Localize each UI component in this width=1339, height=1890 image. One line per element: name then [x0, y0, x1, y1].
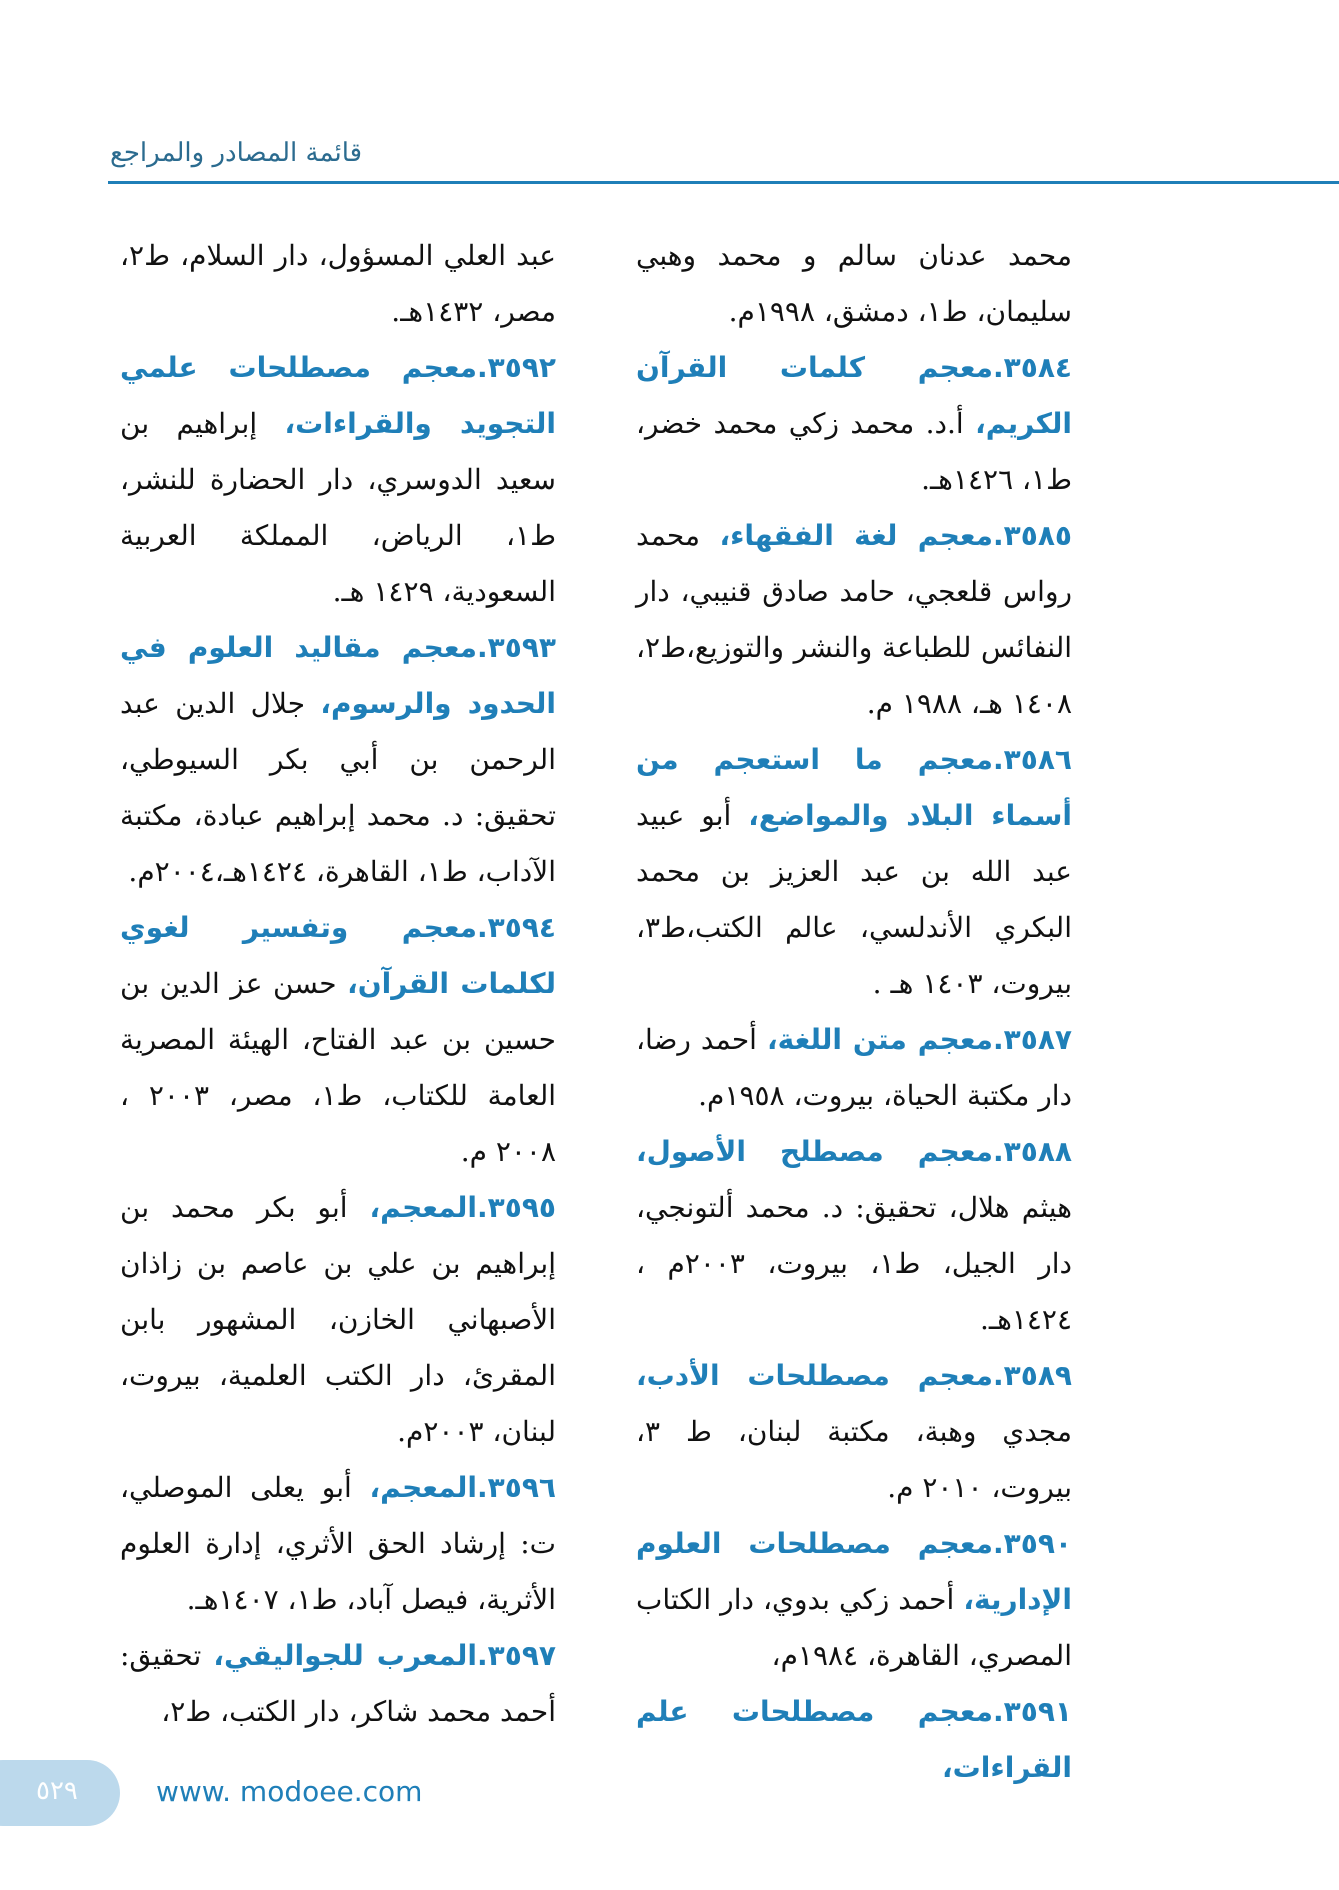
entry-title: معجم مقاليد العلوم في الحدود والرسوم،: [120, 631, 557, 720]
entry-title: المعجم،: [369, 1471, 477, 1504]
header-rule: [108, 181, 1339, 184]
reference-entry: [636, 1684, 1072, 1796]
reference-entry: [636, 1348, 1072, 1516]
entry-number: ٣٥٩٢.: [477, 351, 556, 384]
entry-details: أ.د. محمد زكي محمد خضر، ط١، ١٤٢٦هـ.: [636, 407, 1072, 496]
reference-entry: [636, 340, 1072, 508]
entry-number: ٣٥٩٥.: [477, 1191, 556, 1224]
reference-entry: [636, 732, 1072, 1012]
entry-details: جلال الدين عبد الرحمن بن أبي بكر السيوطي، تحقيق: د. محمد إبراهيم عبادة، مكتبة الآداب، ط١، القاهرة، ١٤٢٤هـ،٢٠٠٤م.: [120, 687, 556, 888]
entry-title: معجم كلمات القرآن الكريم،: [636, 351, 1072, 440]
entry-details: أحمد رضا، دار مكتبة الحياة، بيروت، ١٩٥٨م.: [636, 1023, 1072, 1112]
entry-number: ٣٥٨٥.: [993, 519, 1073, 552]
entry-number: ٣٥٩٦.: [477, 1471, 556, 1504]
entry-details: حسن عز الدين بن حسين بن عبد الفتاح، الهيئة المصرية العامة للكتاب، ط١، مصر، ٢٠٠٣ ، ٢٠٠٨ م.: [120, 967, 557, 1168]
entry-details: أبو يعلى الموصلي، ت: إرشاد الحق الأثري، إدارة العلوم الأثرية، فيصل آباد، ط١، ١٤٠٧هـ.: [120, 1471, 556, 1616]
left-column: [120, 228, 556, 1740]
entry-details: محمد عدنان سالم و محمد وهبي سليمان، ط١، دمشق، ١٩٩٨م.: [636, 239, 1072, 328]
entry-details: إبراهيم بن سعيد الدوسري، دار الحضارة للنشر، ط١، الرياض، المملكة العربية السعودية، ١٤٢٩ هـ.: [120, 407, 556, 608]
entry-details: أبو عبيد عبد الله بن عبد العزيز بن محمد البكري الأندلسي، عالم الكتب،ط٣، بيروت، ١٤٠٣ هـ .: [636, 799, 1072, 1000]
entry-title: معجم مصطلحات العلوم الإدارية،: [636, 1527, 1072, 1616]
reference-entry: [636, 1012, 1072, 1124]
reference-entry: [120, 340, 556, 620]
entry-title: معجم وتفسير لغوي لكلمات القرآن،: [120, 911, 556, 1000]
entry-details: عبد العلي المسؤول، دار السلام، ط٢، مصر، ١٤٣٢هـ.: [120, 239, 556, 328]
entry-details: أحمد زكي بدوي، دار الكتاب المصري، القاهرة، ١٩٨٤م،: [636, 1583, 1072, 1672]
entry-details: مجدي وهبة، مكتبة لبنان، ط ٣، بيروت، ٢٠١٠ م.: [636, 1415, 1072, 1504]
page-number: ٥٢٩: [36, 1776, 78, 1806]
entry-number: ٣٥٩٣.: [477, 631, 556, 664]
entry-title: المعجم،: [369, 1191, 477, 1224]
reference-entry: [636, 228, 1072, 340]
reference-entry: [120, 620, 556, 900]
entry-details: هيثم هلال، تحقيق: د. محمد ألتونجي، دار الجيل، ط١، بيروت، ٢٠٠٣م ، ١٤٢٤هـ.: [636, 1191, 1073, 1336]
entry-number: ٣٥٩٧.: [477, 1639, 556, 1672]
entry-number: ٣٥٨٨.: [993, 1135, 1072, 1168]
entry-title: معجم ما استعجم من أسماء البلاد والمواضع،: [636, 743, 1072, 832]
running-header-title: قائمة المصادر والمراجع: [110, 138, 363, 168]
reference-entry: [636, 508, 1072, 732]
entry-details: أبو بكر محمد بن إبراهيم بن علي بن عاصم بن زاذان الأصبهاني الخازن، المشهور بابن المقرئ، دار الكتب العلمية، بيروت، لبنان، ٢٠٠٣م.: [120, 1191, 556, 1448]
entry-title: معجم مصطلحات علم القراءات،: [636, 1695, 1072, 1784]
reference-entry: [120, 1628, 556, 1740]
reference-entry: [636, 1516, 1072, 1684]
entry-number: ٣٥٨٦.: [993, 743, 1072, 776]
entry-number: ٣٥٩٤.: [477, 911, 556, 944]
reference-entry: [120, 900, 556, 1180]
entry-details: محمد رواس قلعجي، حامد صادق قنيبي، دار النفائس للطباعة والنشر والتوزيع،ط٢، ١٤٠٨ هـ، ١٩٨٨ م.: [636, 519, 1072, 720]
entry-title: معجم لغة الفقهاء،: [719, 519, 994, 552]
entry-details: تحقيق: أحمد محمد شاكر، دار الكتب، ط٢،: [120, 1639, 556, 1728]
right-column: [636, 228, 1072, 1796]
entry-title: المعرب للجواليقي،: [213, 1639, 477, 1672]
website-link[interactable]: www. modoee.com: [156, 1775, 423, 1808]
entry-title: معجم مصطلحات علمي التجويد والقراءات،: [120, 351, 556, 440]
entry-number: ٣٥٨٩.: [993, 1359, 1072, 1392]
entry-title: معجم مصطلح الأصول،: [636, 1135, 993, 1168]
entry-title: معجم مصطلحات الأدب،: [636, 1359, 993, 1392]
reference-entry: [120, 1460, 556, 1628]
reference-entry: [120, 1180, 556, 1460]
reference-entry: [120, 228, 556, 340]
entry-number: ٣٥٨٧.: [993, 1023, 1072, 1056]
entry-number: ٣٥٩١.: [993, 1695, 1072, 1728]
entry-number: ٣٥٩٠.: [993, 1527, 1072, 1560]
reference-entry: [636, 1124, 1072, 1348]
entry-title: معجم متن اللغة،: [766, 1023, 993, 1056]
entry-number: ٣٥٨٤.: [993, 351, 1072, 384]
